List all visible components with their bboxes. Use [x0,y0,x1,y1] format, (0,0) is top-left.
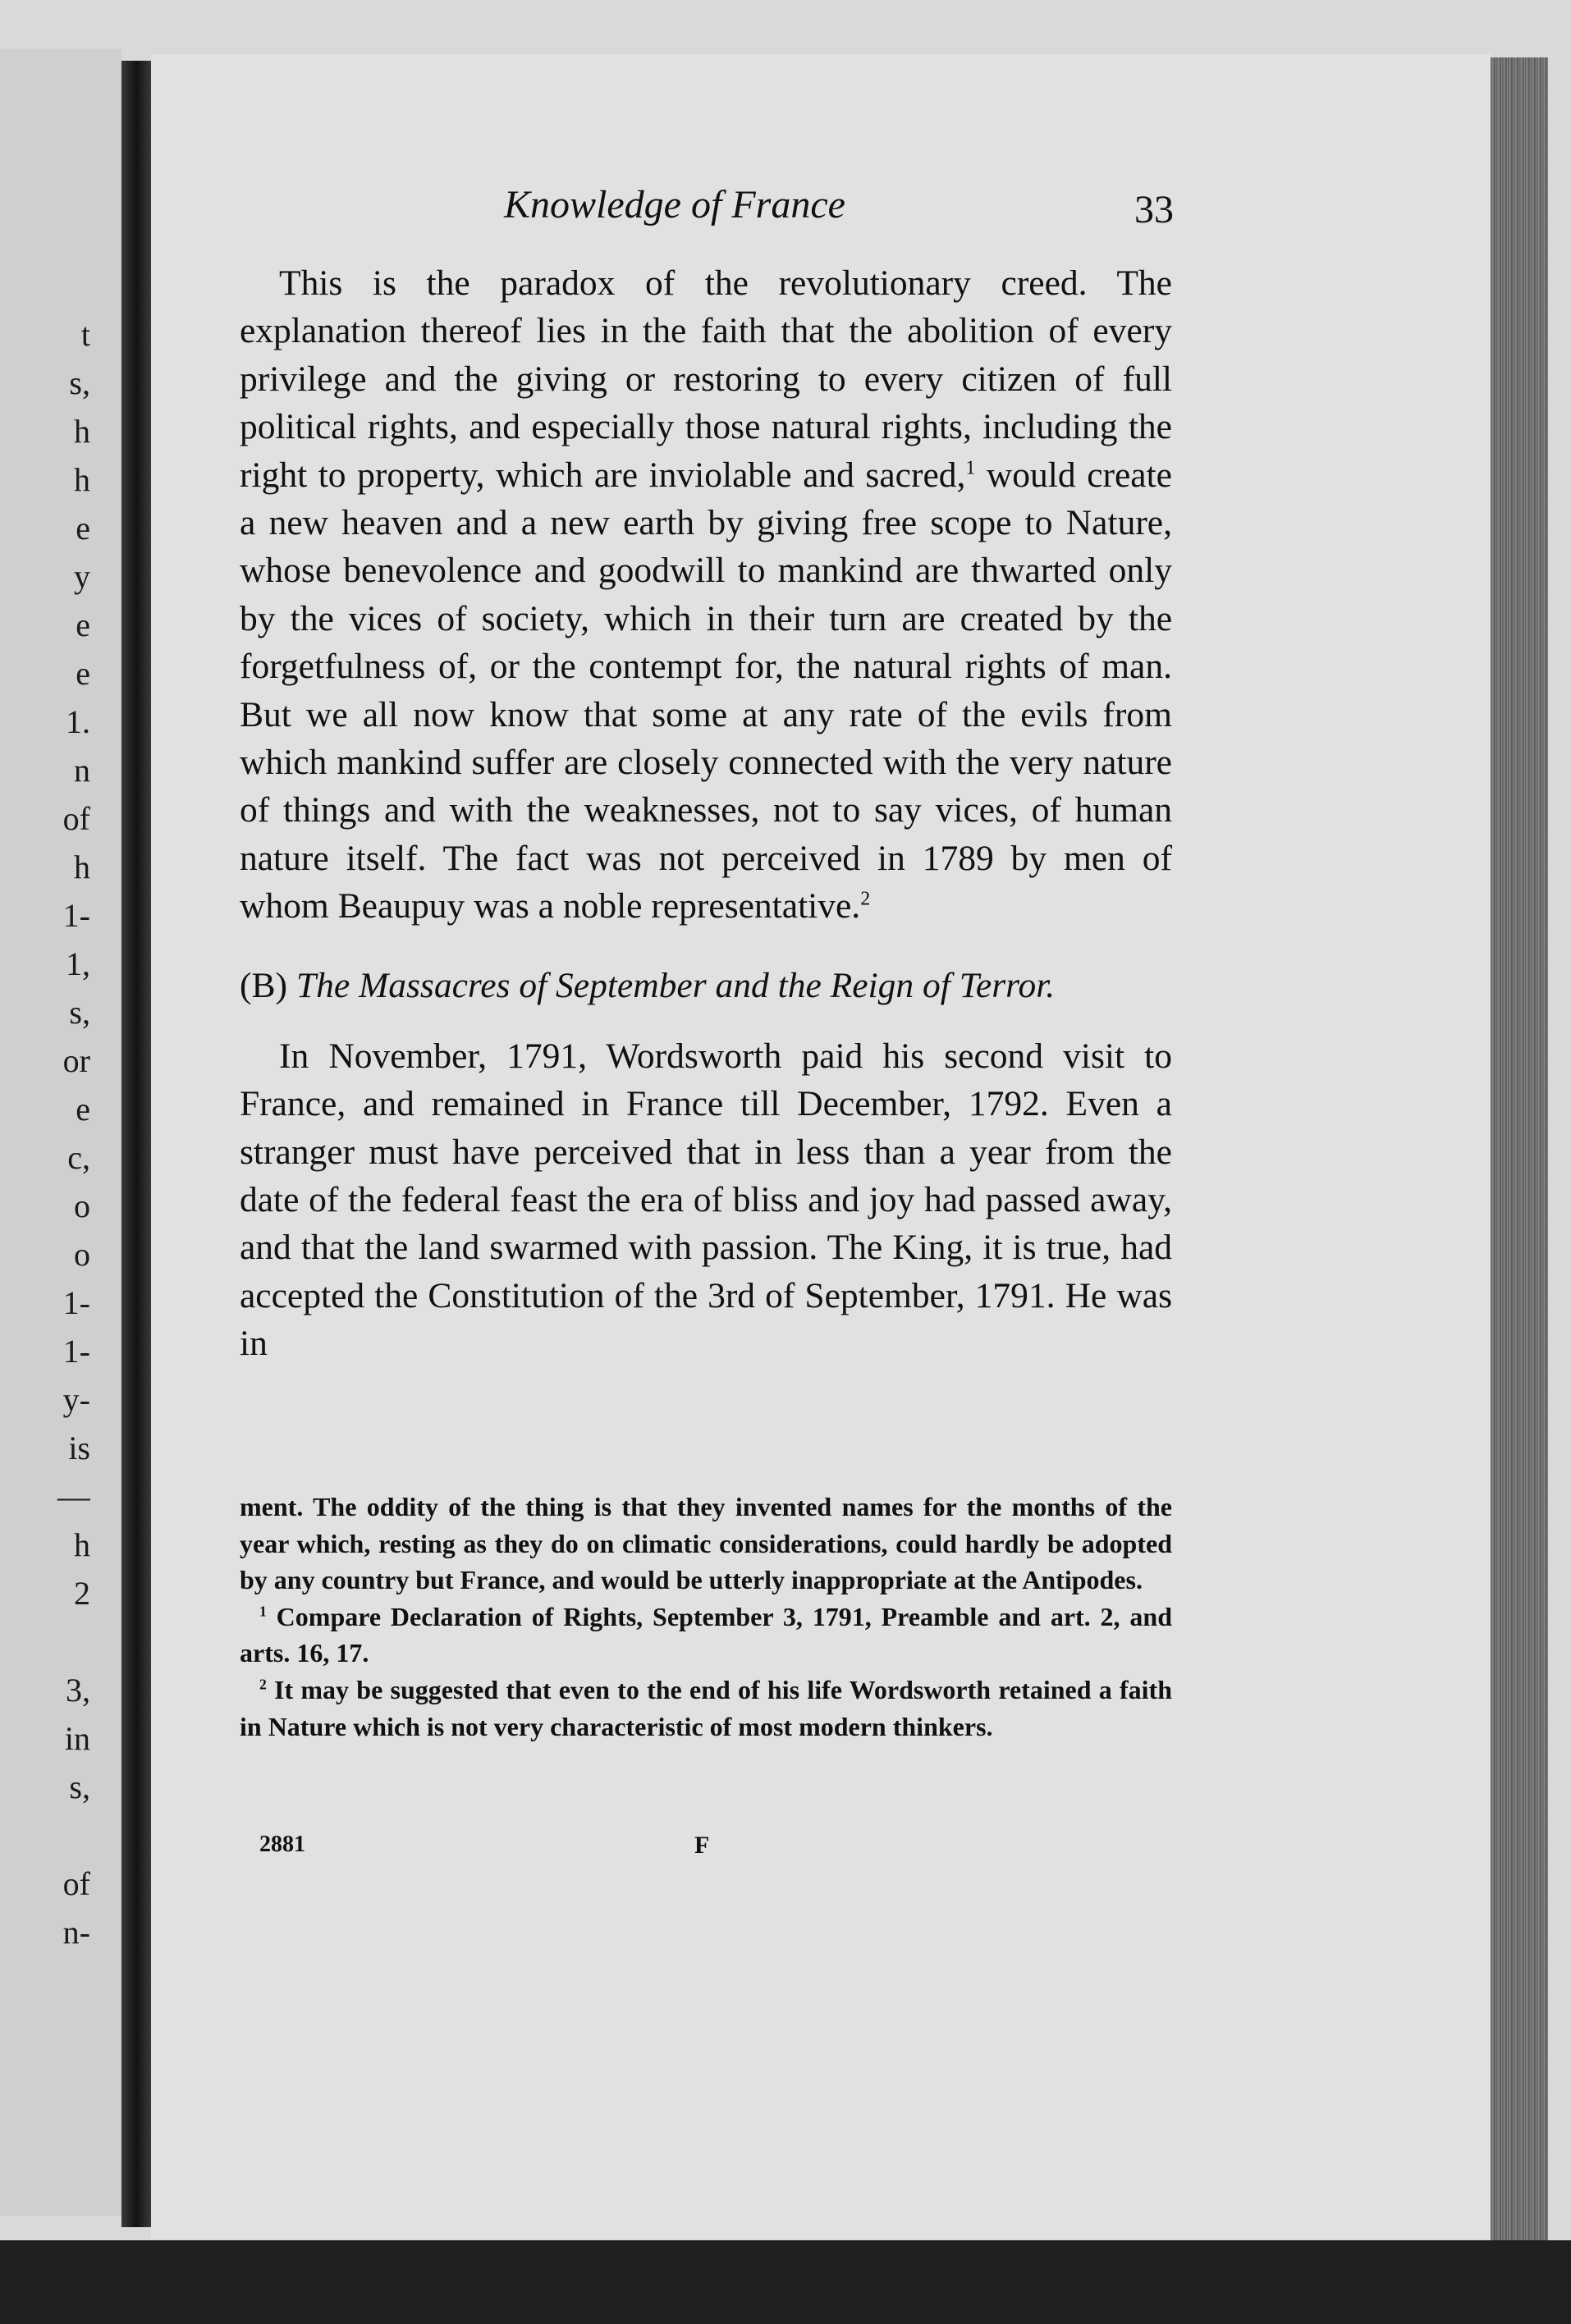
footnote-2 [240,1672,1172,1745]
footnote-2-text: It may be suggested that even to the end of his life Wordsworth retained a faith in Nature which is not very characteristic of most modern thinkers. [240,1674,1173,1741]
previous-page-fragment: y- [62,1381,90,1418]
previous-page-fragment: h [74,1526,90,1563]
footnote-ref-2: 2 [860,888,871,910]
previous-page-fragment: n- [62,1914,90,1951]
previous-page-fragment [0,1811,90,1860]
footnote-1-text: Compare Declaration of Rights, September 3, 1791, Preamble and art. 2, and arts. 16, 17. [240,1601,1173,1668]
footnote-1-mark: 1 [259,1603,267,1620]
previous-page-fragment: or [62,1042,90,1079]
previous-page-fragment: c, [67,1139,90,1176]
main-text [240,259,1172,1368]
section-title: The Massacres of September and the Reign of Terror. [295,965,1056,1005]
previous-page-edge [0,49,121,2216]
printer-signature-number: 2881 [259,1832,305,1857]
previous-page-fragment: s, [69,364,90,401]
previous-page-text-fragments [0,310,90,1956]
footnote-ref-1: 1 [965,457,976,479]
page-number: 33 [1134,188,1174,231]
previous-page-fragment: of [62,800,90,837]
previous-page-fragment: 1- [62,1333,90,1370]
previous-page-fragment: e [76,606,90,643]
previous-page-fragment: y [74,558,90,595]
previous-page-fragment: is [68,1430,90,1466]
paragraph-text-segment: would create a new heaven and a new earth by giving free scope to Nature, whose benevolence and goodwill to mankind are thwarted only by the vices of society, which in their turn are created by the forgetfulness of, or the contempt for, the natural rights of man. But we all now know that some at any rate of the evils from which mankind suffer are closely connected with the very nature of things and with the weaknesses, not to say vices, of human nature itself. The fact was not perceived in 1789 by men of whom Beaupuy was a noble representative. [240,455,1172,926]
footnotes [240,1489,1172,1745]
previous-page-fragment: s, [69,1768,90,1805]
previous-page-fragment: s, [69,994,90,1031]
gathering-signature-letter: F [694,1832,710,1859]
page-edge-stack [1491,57,1548,2240]
previous-page-fragment: e [76,1091,90,1128]
paragraph-text-segment: This is the paradox of the revolutionary creed. The explanation thereof lies in the faith that the abolition of every privilege and the giving or restoring to every citizen of full political rights, and especially those natural rights, including the right to property, which are inviolable and sacred, [240,263,1172,495]
previous-page-fragment: in [64,1720,90,1757]
previous-page-fragment: t [80,316,90,353]
previous-page-fragment: h [74,849,90,885]
previous-page-fragment: e [76,655,90,692]
previous-page-fragment: of [62,1865,90,1902]
previous-page-fragment [0,1617,90,1666]
footnote-continued: ment. The oddity of the thing is that they invented names for the months of the year which, resting as they do on climatic considerations, could hardly be adopted by any country but France, and would be utterly inappropriate at the Antipodes. [240,1492,1172,1595]
previous-page-fragment: 2 [74,1575,90,1612]
previous-page-fragment: n [74,752,90,789]
previous-page-fragment: h [74,413,90,450]
section-label: (B) [240,965,287,1005]
paragraph-november-1791: In November, 1791, Wordsworth paid his second visit to France, and remained in France till December, 1792. Even a stranger must have perceived that in less than a year from the date of the federal feast the era of bliss and joy had passed away, and that the land swarmed with passion. The King, it is true, had accepted the Constitution of the 3rd of September, 1791. He was in [240,1036,1172,1364]
previous-page-fragment: o [74,1187,90,1224]
section-heading [240,962,1172,1009]
previous-page-fragment: o [74,1236,90,1273]
paragraph-revolutionary-creed [240,259,1172,931]
previous-page-fragment: 3, [66,1672,90,1709]
footnote-1 [240,1599,1172,1672]
previous-page-fragment: 1. [66,703,90,740]
book-gutter [121,61,151,2227]
previous-page-fragment: 1, [66,945,90,982]
previous-page-fragment: e [76,510,90,547]
running-header [238,182,1174,248]
previous-page-fragment: 1- [62,1284,90,1321]
previous-page-fragment: — [57,1478,90,1515]
running-head-title: Knowledge of France [504,183,845,226]
previous-page-fragment: h [74,461,90,498]
scan-border-bottom [0,2240,1571,2324]
previous-page-fragment: 1- [62,897,90,934]
footnote-2-mark: 2 [259,1676,267,1693]
